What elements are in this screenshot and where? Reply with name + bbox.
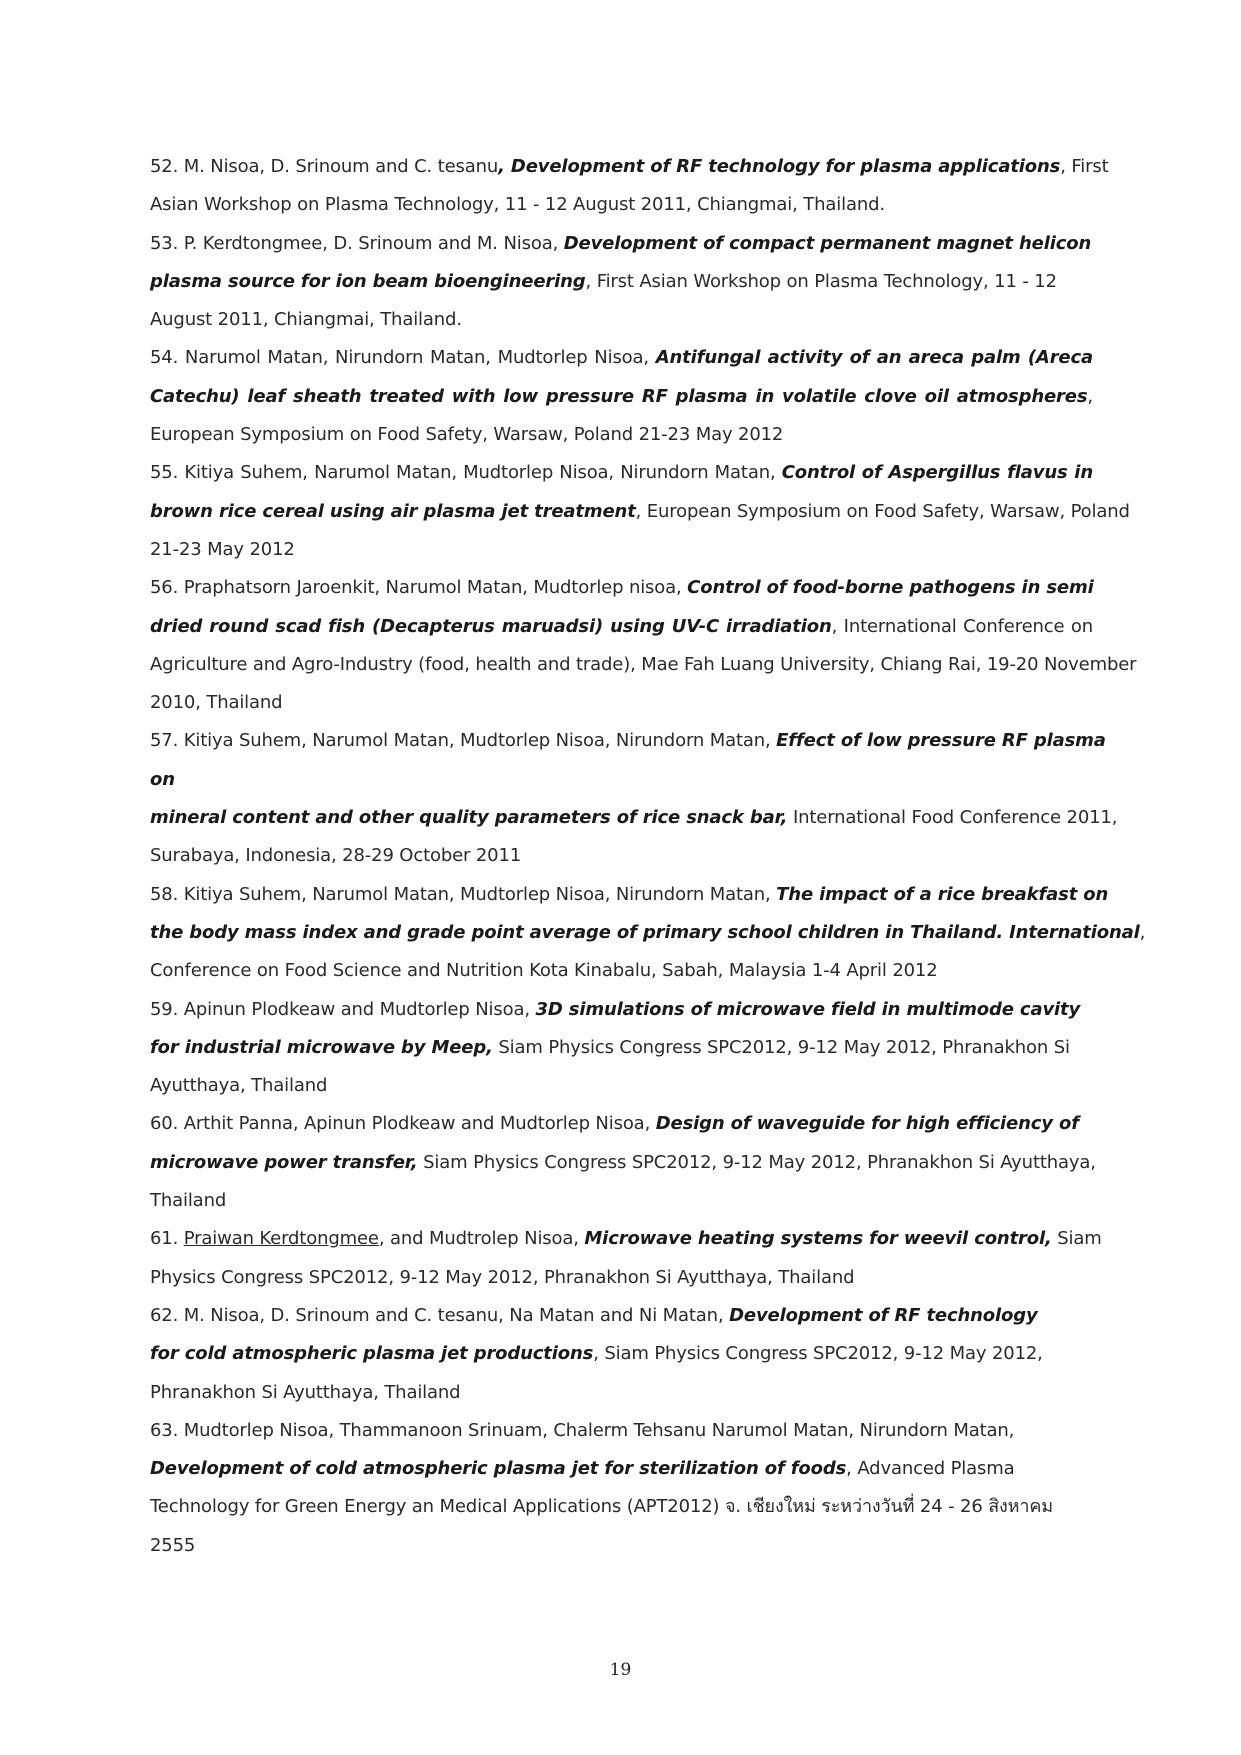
- reference-title: for industrial microwave by Meep,: [150, 1036, 493, 1058]
- reference-line: [150, 952, 1093, 990]
- reference-text: Siam Physics Congress SPC2012, 9-12 May 2012, Phranakhon Si Ayutthaya,: [417, 1151, 1096, 1173]
- underlined-author: Praiwan Kerdtongmee: [183, 1228, 379, 1250]
- reference-title: the body mass index and grade point average of primary school children in Thailand. International: [150, 921, 1140, 943]
- reference-text: 59. Apinun Plodkeaw and Mudtorlep Nisoa,: [150, 998, 536, 1020]
- reference-line: [150, 608, 1093, 646]
- reference-text: ,: [1139, 921, 1146, 943]
- reference-title: 3D simulations of microwave field in multimode cavity: [535, 998, 1081, 1020]
- reference-text: Physics Congress SPC2012, 9-12 May 2012, Phranakhon Si Ayutthaya, Thailand: [150, 1266, 855, 1288]
- reference-title: dried round scad fish (Decapterus maruadsi) using UV-C irradiation: [150, 615, 832, 637]
- reference-text: Agriculture and Agro-Industry (food, health and trade), Mae Fah Luang University, Chiang Rai, 19-20 November: [150, 653, 1137, 675]
- reference-text: , International Conference on: [831, 615, 1094, 637]
- reference-text: International Food Conference 2011,: [787, 807, 1118, 829]
- reference-title: Development of RF technology: [729, 1304, 1038, 1326]
- reference-line: [150, 991, 1093, 1029]
- reference-text: 54. Narumol Matan, Nirundorn Matan, Mudtorlep Nisoa,: [150, 347, 656, 369]
- reference-text: Surabaya, Indonesia, 28-29 October 2011: [150, 845, 522, 867]
- reference-line: [150, 1527, 1093, 1565]
- reference-line: [150, 799, 1118, 837]
- reference-title: Development of cold atmospheric plasma jet for sterilization of foods: [150, 1458, 847, 1480]
- reference-title: Control of Aspergillus flavus in: [781, 462, 1093, 484]
- reference-line: [150, 1182, 1093, 1220]
- reference-line: [150, 1259, 1093, 1297]
- reference-text: 62. M. Nisoa, D. Srinoum and C. tesanu, Na Matan and Ni Matan,: [150, 1304, 730, 1326]
- reference-text: 61.: [150, 1228, 184, 1250]
- reference-line: [150, 722, 1106, 760]
- reference-line: [150, 761, 1093, 799]
- reference-text: Technology for Green Energy an Medical Applications (APT2012) จ. เชียงใหม่ ระหว่างวันที่ 24 - 26 สิงหาคม: [150, 1496, 1053, 1518]
- reference-text: 60. Arthit Panna, Apinun Plodkeaw and Mudtorlep Nisoa,: [150, 1113, 656, 1135]
- reference-text: Asian Workshop on Plasma Technology, 11 - 12 August 2011, Chiangmai, Thailand.: [150, 194, 885, 216]
- reference-title: microwave power transfer,: [150, 1151, 418, 1173]
- reference-title: Antifungal activity of an areca palm (Areca: [655, 347, 1093, 369]
- reference-text: Phranakhon Si Ayutthaya, Thailand: [150, 1381, 461, 1403]
- reference-line: [150, 301, 1093, 339]
- reference-line: [150, 1220, 1102, 1258]
- reference-line: [150, 378, 1093, 416]
- reference-text: Conference on Food Science and Nutrition Kota Kinabalu, Sabah, Malaysia 1-4 April 2012: [150, 960, 938, 982]
- reference-line: [150, 225, 1093, 263]
- reference-text: ,: [1087, 385, 1093, 407]
- reference-text: Thailand: [150, 1190, 227, 1212]
- reference-line: [150, 531, 1093, 569]
- reference-title: Catechu) leaf sheath treated with low pressure RF plasma in volatile clove oil atmospheres: [150, 385, 1088, 407]
- reference-text: , First Asian Workshop on Plasma Technology, 11 - 12: [585, 270, 1057, 292]
- reference-title: Design of waveguide for high efficiency of: [655, 1113, 1079, 1135]
- reference-text: European Symposium on Food Safety, Warsaw, Poland 21-23 May 2012: [150, 424, 784, 446]
- reference-line: [150, 1335, 1093, 1373]
- reference-line: [150, 914, 1146, 952]
- reference-text: 52. M. Nisoa, D. Srinoum and C. tesanu: [150, 156, 499, 177]
- reference-text: Ayutthaya, Thailand: [150, 1075, 328, 1097]
- reference-text: 2555: [150, 1534, 196, 1556]
- reference-text: 63. Mudtorlep Nisoa, Thammanoon Srinuam, Chalerm Tehsanu Narumol Matan, Nirundorn Matan,: [150, 1419, 1015, 1441]
- reference-title: Microwave heating systems for weevil control,: [584, 1228, 1052, 1250]
- reference-list: [150, 148, 1146, 1565]
- reference-title: on: [150, 768, 175, 790]
- reference-line: [150, 684, 1093, 722]
- reference-line: [150, 1067, 1093, 1105]
- reference-line: [150, 837, 1093, 875]
- reference-text: , Advanced Plasma: [846, 1458, 1015, 1480]
- reference-line: [150, 339, 1093, 377]
- reference-text: 55. Kitiya Suhem, Narumol Matan, Mudtorlep Nisoa, Nirundorn Matan,: [150, 462, 782, 484]
- reference-title: Control of food-borne pathogens in semi: [687, 577, 1094, 599]
- reference-line: [150, 416, 1093, 454]
- reference-title: , Development of RF technology for plasma applications: [498, 156, 1061, 177]
- reference-line: [150, 1450, 1093, 1488]
- reference-line: [150, 1297, 1093, 1335]
- page-number: 19: [609, 1660, 632, 1680]
- reference-text: 2010, Thailand: [150, 692, 283, 714]
- reference-title: Effect of low pressure RF plasma: [776, 730, 1106, 752]
- reference-line: [150, 1105, 1093, 1143]
- reference-line: [150, 493, 1130, 531]
- reference-text: August 2011, Chiangmai, Thailand.: [150, 309, 462, 331]
- reference-text: Siam Physics Congress SPC2012, 9-12 May 2012, Phranakhon Si: [492, 1036, 1070, 1058]
- reference-text: , Siam Physics Congress SPC2012, 9-12 May 2012,: [593, 1343, 1043, 1365]
- reference-line: [150, 1412, 1093, 1450]
- reference-title: Development of compact permanent magnet helicon: [563, 232, 1092, 254]
- reference-text: 21-23 May 2012: [150, 538, 295, 560]
- reference-line: [150, 876, 1109, 914]
- reference-text: 58. Kitiya Suhem, Narumol Matan, Mudtorlep Nisoa, Nirundorn Matan,: [150, 883, 777, 905]
- reference-line: [150, 454, 1093, 492]
- reference-line: [150, 1374, 1093, 1412]
- reference-line: [150, 1029, 1093, 1067]
- reference-text: 56. Praphatsorn Jaroenkit, Narumol Matan, Mudtorlep nisoa,: [150, 577, 688, 599]
- reference-text: 57. Kitiya Suhem, Narumol Matan, Mudtorlep Nisoa, Nirundorn Matan,: [150, 730, 777, 752]
- reference-line: [150, 148, 1109, 186]
- reference-line: [150, 1144, 1096, 1182]
- reference-title: for cold atmospheric plasma jet productions: [150, 1343, 594, 1365]
- reference-title: The impact of a rice breakfast on: [776, 883, 1109, 905]
- reference-text: Siam: [1051, 1228, 1102, 1250]
- reference-text: , and Mudtrolep Nisoa,: [378, 1228, 585, 1250]
- reference-line: [150, 186, 1093, 224]
- reference-title: plasma source for ion beam bioengineering: [150, 270, 586, 292]
- reference-line: [150, 646, 1137, 684]
- reference-text: , European Symposium on Food Safety, Warsaw, Poland: [635, 500, 1130, 522]
- reference-line: [150, 569, 1093, 607]
- reference-line: [150, 263, 1093, 301]
- reference-title: mineral content and other quality parameters of rice snack bar,: [150, 807, 788, 829]
- reference-title: brown rice cereal using air plasma jet treatment: [150, 500, 636, 522]
- reference-line: [150, 1488, 1093, 1526]
- reference-text: 53. P. Kerdtongmee, D. Srinoum and M. Nisoa,: [150, 232, 564, 254]
- reference-text: , First: [1060, 156, 1109, 177]
